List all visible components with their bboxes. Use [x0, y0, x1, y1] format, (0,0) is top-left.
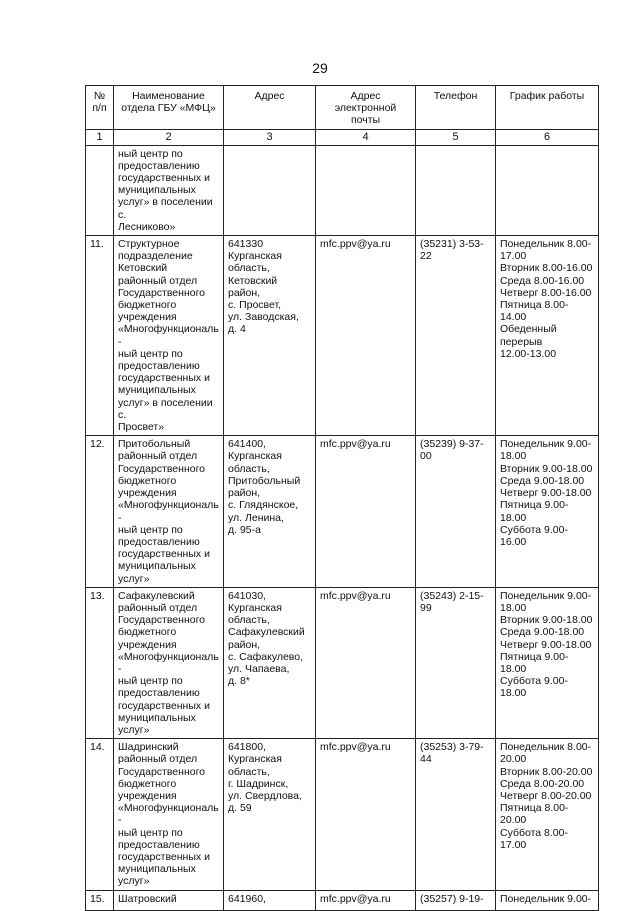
schedule: Понедельник 9.00-	[496, 890, 599, 910]
department-name: Притобольный районный отдел Государственного бюджетного учреждения «Многофункциональ- ный центр по предоставлению государственных и муниципальных услуг»	[114, 436, 224, 587]
header-row	[86, 86, 599, 130]
phone: (35253) 3-79- 44	[416, 739, 496, 890]
column-number: 6	[496, 129, 599, 145]
schedule: Понедельник 9.00- 18.00 Вторник 9.00-18.00 Среда 9.00-18.00 Четверг 9.00-18.00 Пятница 9.00-18.00 Суббота 9.00-18.00	[496, 587, 599, 738]
column-number-row	[86, 129, 599, 145]
schedule: Понедельник 8.00- 17.00 Вторник 8.00-16.00 Среда 8.00-16.00 Четверг 8.00-16.00 Пятница 8.00-14.00 Обеденный перерыв 12.00-13.00	[496, 236, 599, 436]
table-row	[86, 587, 599, 738]
header-email: Адрес электронной почты	[316, 86, 416, 130]
department-name: Сафакулевский районный отдел Государственного бюджетного учреждения «Многофункциональ- ный центр по предоставлению государственных и муниципальных услуг»	[114, 587, 224, 738]
address: 641960,	[224, 890, 316, 910]
row-number: 13.	[86, 587, 114, 738]
header-number: № п/п	[86, 86, 114, 130]
schedule: Понедельник 8.00- 20.00 Вторник 8.00-20.00 Среда 8.00-20.00 Четверг 8.00-20.00 Пятница 8.00-20.00 Суббота 8.00-17.00	[496, 739, 599, 890]
row-number: 11.	[86, 236, 114, 436]
header-department-name: Наименование отдела ГБУ «МФЦ»	[114, 86, 224, 130]
address: 641400, Курганская область, Притобольный район, с. Глядянское, ул. Ленина, д. 95-а	[224, 436, 316, 587]
column-number: 1	[86, 129, 114, 145]
header-phone: Телефон	[416, 86, 496, 130]
column-number: 5	[416, 129, 496, 145]
phone: (35239) 9-37- 00	[416, 436, 496, 587]
email	[316, 145, 416, 235]
mfc-departments-table	[85, 85, 599, 911]
phone: (35243) 2-15- 99	[416, 587, 496, 738]
department-name: Шатровский	[114, 890, 224, 910]
row-number: 12.	[86, 436, 114, 587]
page-number: 29	[312, 60, 328, 76]
department-name: Шадринский районный отдел Государственного бюджетного учреждения «Многофункциональ- ный центр по предоставлению государственных и муниципальных услуг»	[114, 739, 224, 890]
phone: (35231) 3-53- 22	[416, 236, 496, 436]
email: mfc.ppv@ya.ru	[316, 587, 416, 738]
department-name: Структурное подразделение Кетовский районный отдел Государственного бюджетного учреждения «Многофункциональ- ный центр по предоставлению государственных и муниципальных услуг» в поселении с. Просвет»	[114, 236, 224, 436]
email: mfc.ppv@ya.ru	[316, 436, 416, 587]
address	[224, 145, 316, 235]
schedule: Понедельник 9.00- 18.00 Вторник 9.00-18.00 Среда 9.00-18.00 Четверг 9.00-18.00 Пятница 9.00-18.00 Суббота 9.00-16.00	[496, 436, 599, 587]
header-address: Адрес	[224, 86, 316, 130]
email: mfc.ppv@ya.ru	[316, 236, 416, 436]
phone: (35257) 9-19-	[416, 890, 496, 910]
table-row	[86, 145, 599, 235]
header-schedule: График работы	[496, 86, 599, 130]
row-number: 15.	[86, 890, 114, 910]
email: mfc.ppv@ya.ru	[316, 890, 416, 910]
schedule	[496, 145, 599, 235]
row-number: 14.	[86, 739, 114, 890]
table-row	[86, 436, 599, 587]
address: 641800, Курганская область, г. Шадринск, ул. Свердлова, д. 59	[224, 739, 316, 890]
phone	[416, 145, 496, 235]
table-row	[86, 739, 599, 890]
column-number: 2	[114, 129, 224, 145]
column-number: 4	[316, 129, 416, 145]
address: 641330 Курганская область, Кетовский район, с. Просвет, ул. Заводская, д. 4	[224, 236, 316, 436]
column-number: 3	[224, 129, 316, 145]
department-name: ный центр по предоставлению государственных и муниципальных услуг» в поселении с. Лесниково»	[114, 145, 224, 235]
table-row	[86, 890, 599, 910]
row-number	[86, 145, 114, 235]
email: mfc.ppv@ya.ru	[316, 739, 416, 890]
table-row	[86, 236, 599, 436]
address: 641030, Курганская область, Сафакулевский район, с. Сафакулево, ул. Чапаева, д. 8*	[224, 587, 316, 738]
